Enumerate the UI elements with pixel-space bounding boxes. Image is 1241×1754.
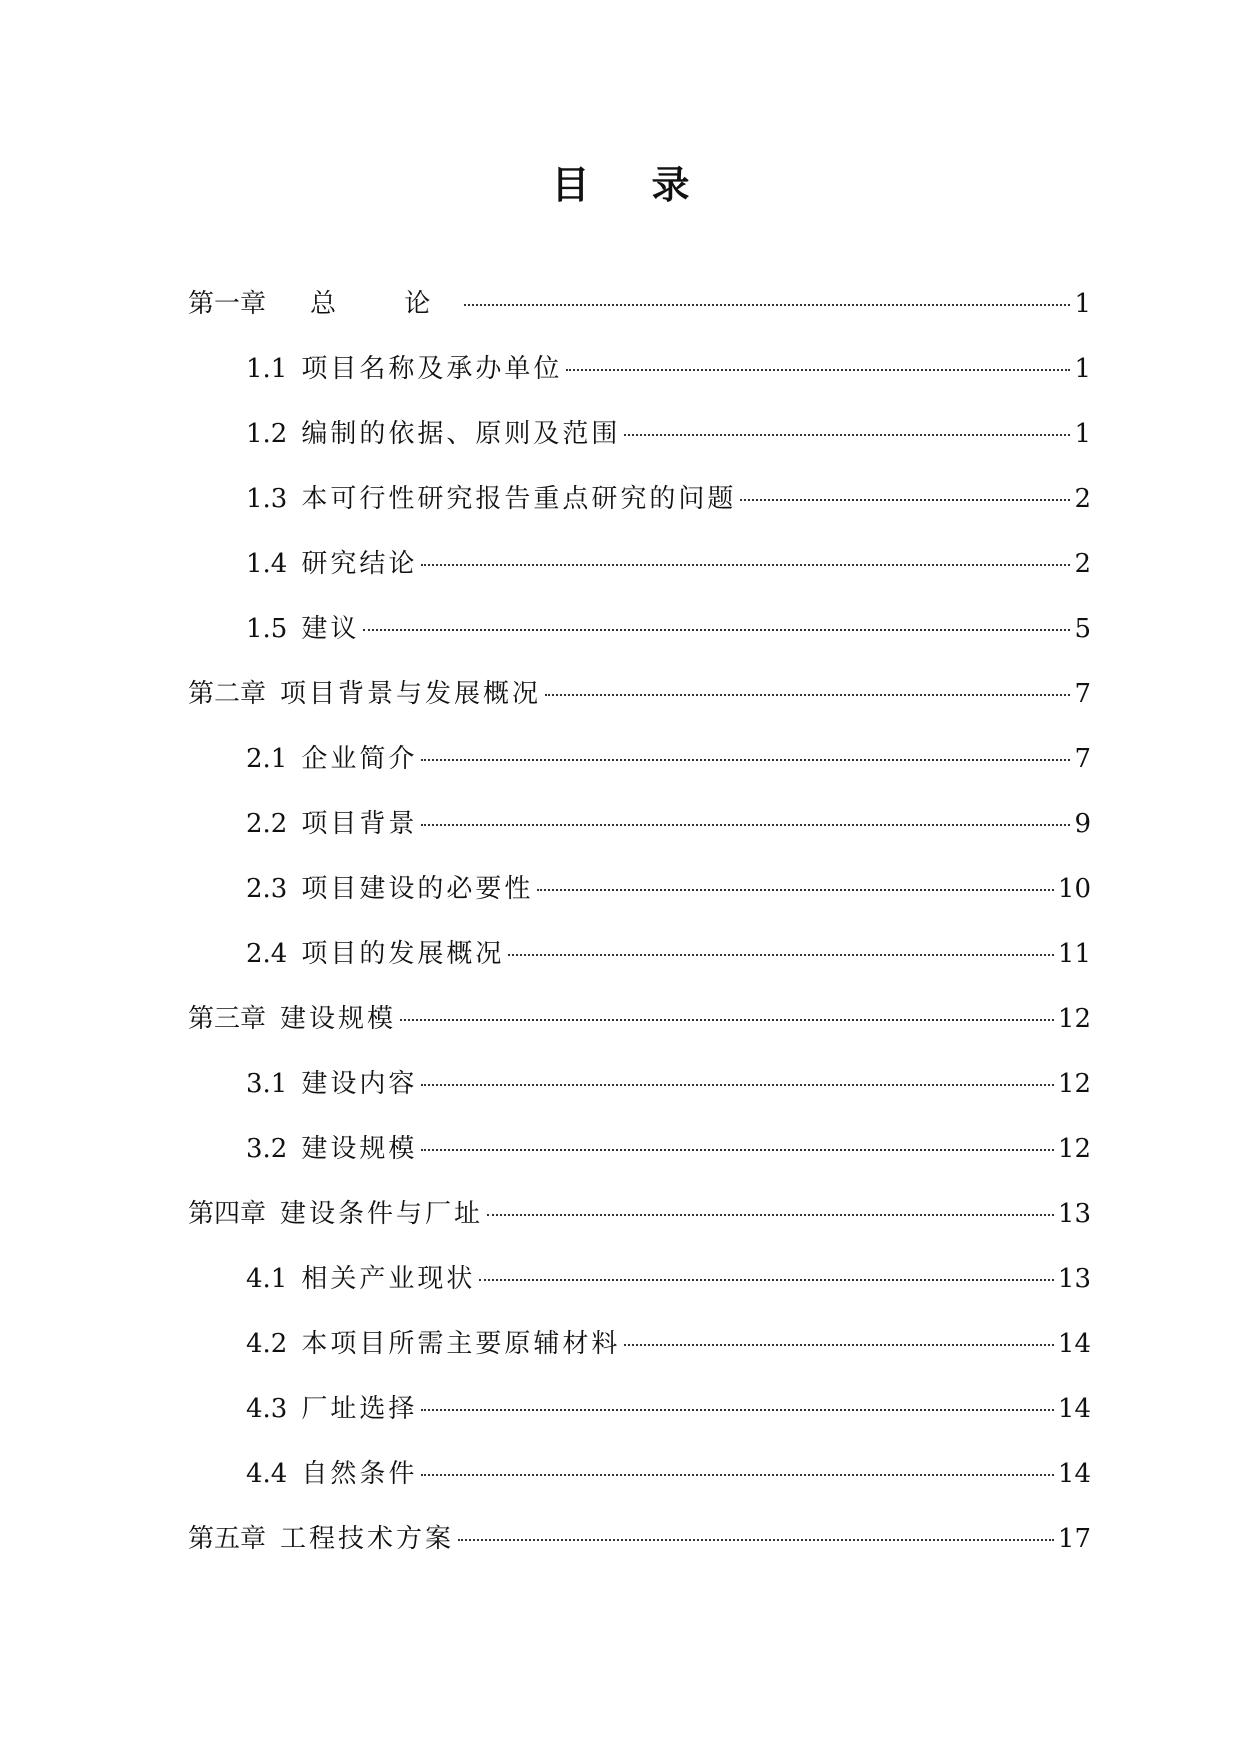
toc-entry-label: [246, 1257, 475, 1301]
toc-entry-number: 2.1: [246, 744, 288, 774]
toc-dot-leader: [421, 759, 1070, 761]
toc-page-number: 13: [1057, 1199, 1091, 1229]
toc-entry-title: 建议: [301, 614, 360, 644]
toc-chapter-entry[interactable]: [188, 1517, 1091, 1582]
toc-entry-title: 工程技术方案: [280, 1524, 455, 1554]
toc-dot-leader: [464, 304, 1070, 306]
toc-dot-leader: [421, 564, 1070, 566]
toc-dot-leader: [624, 434, 1070, 436]
toc-page-number: 14: [1057, 1394, 1091, 1424]
toc-section-entry[interactable]: [188, 1062, 1091, 1127]
toc-chapter-entry[interactable]: [188, 997, 1091, 1062]
toc-section-entry[interactable]: [188, 737, 1091, 802]
toc-page-number: 13: [1057, 1264, 1091, 1294]
toc-entry-number: 2.2: [246, 809, 288, 839]
toc-entry-label: [246, 1452, 417, 1496]
toc-page-number: 14: [1057, 1329, 1091, 1359]
toc-entry-number: 4.2: [246, 1329, 288, 1359]
toc-section-entry[interactable]: [188, 1387, 1091, 1452]
toc-entry-label: [246, 932, 504, 976]
toc-title: [0, 160, 1241, 210]
toc-page-number: 9: [1074, 809, 1091, 839]
table-of-contents: [188, 282, 1091, 1582]
toc-title-part2: 录: [651, 163, 690, 207]
toc-dot-leader: [421, 1474, 1054, 1476]
toc-page-number: 17: [1057, 1524, 1091, 1554]
toc-chapter-entry[interactable]: [188, 672, 1091, 737]
toc-entry-label: [246, 867, 533, 911]
toc-section-entry[interactable]: [188, 412, 1091, 477]
toc-dot-leader: [363, 629, 1070, 631]
toc-page-number: 1: [1074, 354, 1091, 384]
toc-dot-leader: [421, 1409, 1054, 1411]
toc-entry-title: 相关产业现状: [301, 1264, 476, 1294]
toc-entry-title: 自然条件: [301, 1459, 418, 1489]
toc-entry-title: 建设条件与厂址: [280, 1199, 484, 1229]
toc-entry-title: 总 论: [310, 289, 461, 319]
toc-entry-number: 1.5: [246, 614, 288, 644]
toc-page-number: 7: [1074, 744, 1091, 774]
toc-entry-label: [246, 477, 736, 521]
toc-entry-number: 4.3: [246, 1394, 288, 1424]
toc-dot-leader: [458, 1539, 1054, 1541]
toc-page-number: 14: [1057, 1459, 1091, 1489]
toc-dot-leader: [421, 824, 1070, 826]
toc-chapter-entry[interactable]: [188, 282, 1091, 347]
toc-chapter-entry[interactable]: [188, 1192, 1091, 1257]
toc-entry-number: 1.1: [246, 354, 288, 384]
toc-section-entry[interactable]: [188, 1452, 1091, 1517]
toc-entry-title: 项目的发展概况: [301, 939, 505, 969]
toc-entry-number: 第三章: [188, 1004, 267, 1034]
toc-entry-label: [188, 1517, 454, 1561]
toc-section-entry[interactable]: [188, 867, 1091, 932]
toc-dot-leader: [740, 499, 1070, 501]
toc-entry-title: 研究结论: [301, 549, 418, 579]
toc-section-entry[interactable]: [188, 1257, 1091, 1322]
toc-entry-number: 第四章: [188, 1199, 267, 1229]
toc-page-number: 2: [1074, 484, 1091, 514]
toc-entry-number: 第五章: [188, 1524, 267, 1554]
toc-entry-label: [246, 1127, 417, 1171]
toc-entry-title: 厂址选择: [301, 1394, 418, 1424]
toc-page-number: 1: [1074, 419, 1091, 449]
toc-title-part1: 目: [551, 163, 590, 207]
toc-dot-leader: [508, 954, 1054, 956]
toc-page-number: 2: [1074, 549, 1091, 579]
toc-page-number: 1: [1074, 289, 1091, 319]
toc-section-entry[interactable]: [188, 1127, 1091, 1192]
toc-entry-number: 1.4: [246, 549, 288, 579]
toc-dot-leader: [545, 694, 1070, 696]
toc-entry-title: 本可行性研究报告重点研究的问题: [301, 484, 737, 514]
toc-entry-number: 2.4: [246, 939, 288, 969]
toc-entry-label: [188, 672, 541, 716]
toc-dot-leader: [479, 1279, 1054, 1281]
toc-entry-number: 1.3: [246, 484, 288, 514]
toc-entry-label: [188, 282, 460, 326]
toc-page-number: 12: [1057, 1069, 1091, 1099]
toc-entry-number: 第一章: [188, 289, 267, 319]
toc-dot-leader: [566, 369, 1070, 371]
toc-entry-title: 项目背景与发展概况: [280, 679, 542, 709]
toc-section-entry[interactable]: [188, 607, 1091, 672]
toc-entry-label: [188, 1192, 483, 1236]
toc-entry-number: 第二章: [188, 679, 267, 709]
toc-section-entry[interactable]: [188, 542, 1091, 607]
toc-entry-label: [246, 607, 359, 651]
toc-section-entry[interactable]: [188, 1322, 1091, 1387]
toc-page-number: 7: [1074, 679, 1091, 709]
toc-entry-label: [246, 347, 562, 391]
toc-page-number: 12: [1057, 1004, 1091, 1034]
toc-entry-label: [246, 1062, 417, 1106]
toc-dot-leader: [421, 1149, 1054, 1151]
toc-entry-title: 建设规模: [301, 1134, 418, 1164]
toc-dot-leader: [421, 1084, 1054, 1086]
toc-dot-leader: [624, 1344, 1054, 1346]
toc-entry-number: 1.2: [246, 419, 288, 449]
toc-entry-title: 项目建设的必要性: [301, 874, 534, 904]
toc-dot-leader: [537, 889, 1054, 891]
toc-section-entry[interactable]: [188, 802, 1091, 867]
toc-entry-label: [246, 802, 417, 846]
toc-entry-title: 项目名称及承办单位: [301, 354, 563, 384]
toc-section-entry[interactable]: [188, 477, 1091, 542]
toc-entry-title: 本项目所需主要原辅材料: [301, 1329, 621, 1359]
toc-entry-label: [188, 997, 396, 1041]
toc-page-number: 11: [1057, 939, 1091, 969]
toc-entry-title: 建设内容: [301, 1069, 418, 1099]
toc-entry-label: [246, 542, 417, 586]
toc-entry-title: 编制的依据、原则及范围: [301, 419, 621, 449]
toc-entry-label: [246, 412, 620, 456]
toc-section-entry[interactable]: [188, 347, 1091, 412]
toc-entry-title: 项目背景: [301, 809, 418, 839]
toc-entry-title: 企业简介: [301, 744, 418, 774]
toc-entry-number: 3.1: [246, 1069, 288, 1099]
toc-page-number: 10: [1057, 874, 1091, 904]
toc-entry-number: 4.4: [246, 1459, 288, 1489]
toc-entry-label: [246, 737, 417, 781]
toc-page-number: 12: [1057, 1134, 1091, 1164]
toc-entry-label: [246, 1387, 417, 1431]
toc-entry-number: 4.1: [246, 1264, 288, 1294]
toc-entry-number: 2.3: [246, 874, 288, 904]
toc-entry-number: 3.2: [246, 1134, 288, 1164]
toc-dot-leader: [400, 1019, 1054, 1021]
toc-section-entry[interactable]: [188, 932, 1091, 997]
toc-entry-label: [246, 1322, 620, 1366]
toc-entry-title: 建设规模: [280, 1004, 397, 1034]
toc-dot-leader: [487, 1214, 1054, 1216]
toc-page-number: 5: [1074, 614, 1091, 644]
